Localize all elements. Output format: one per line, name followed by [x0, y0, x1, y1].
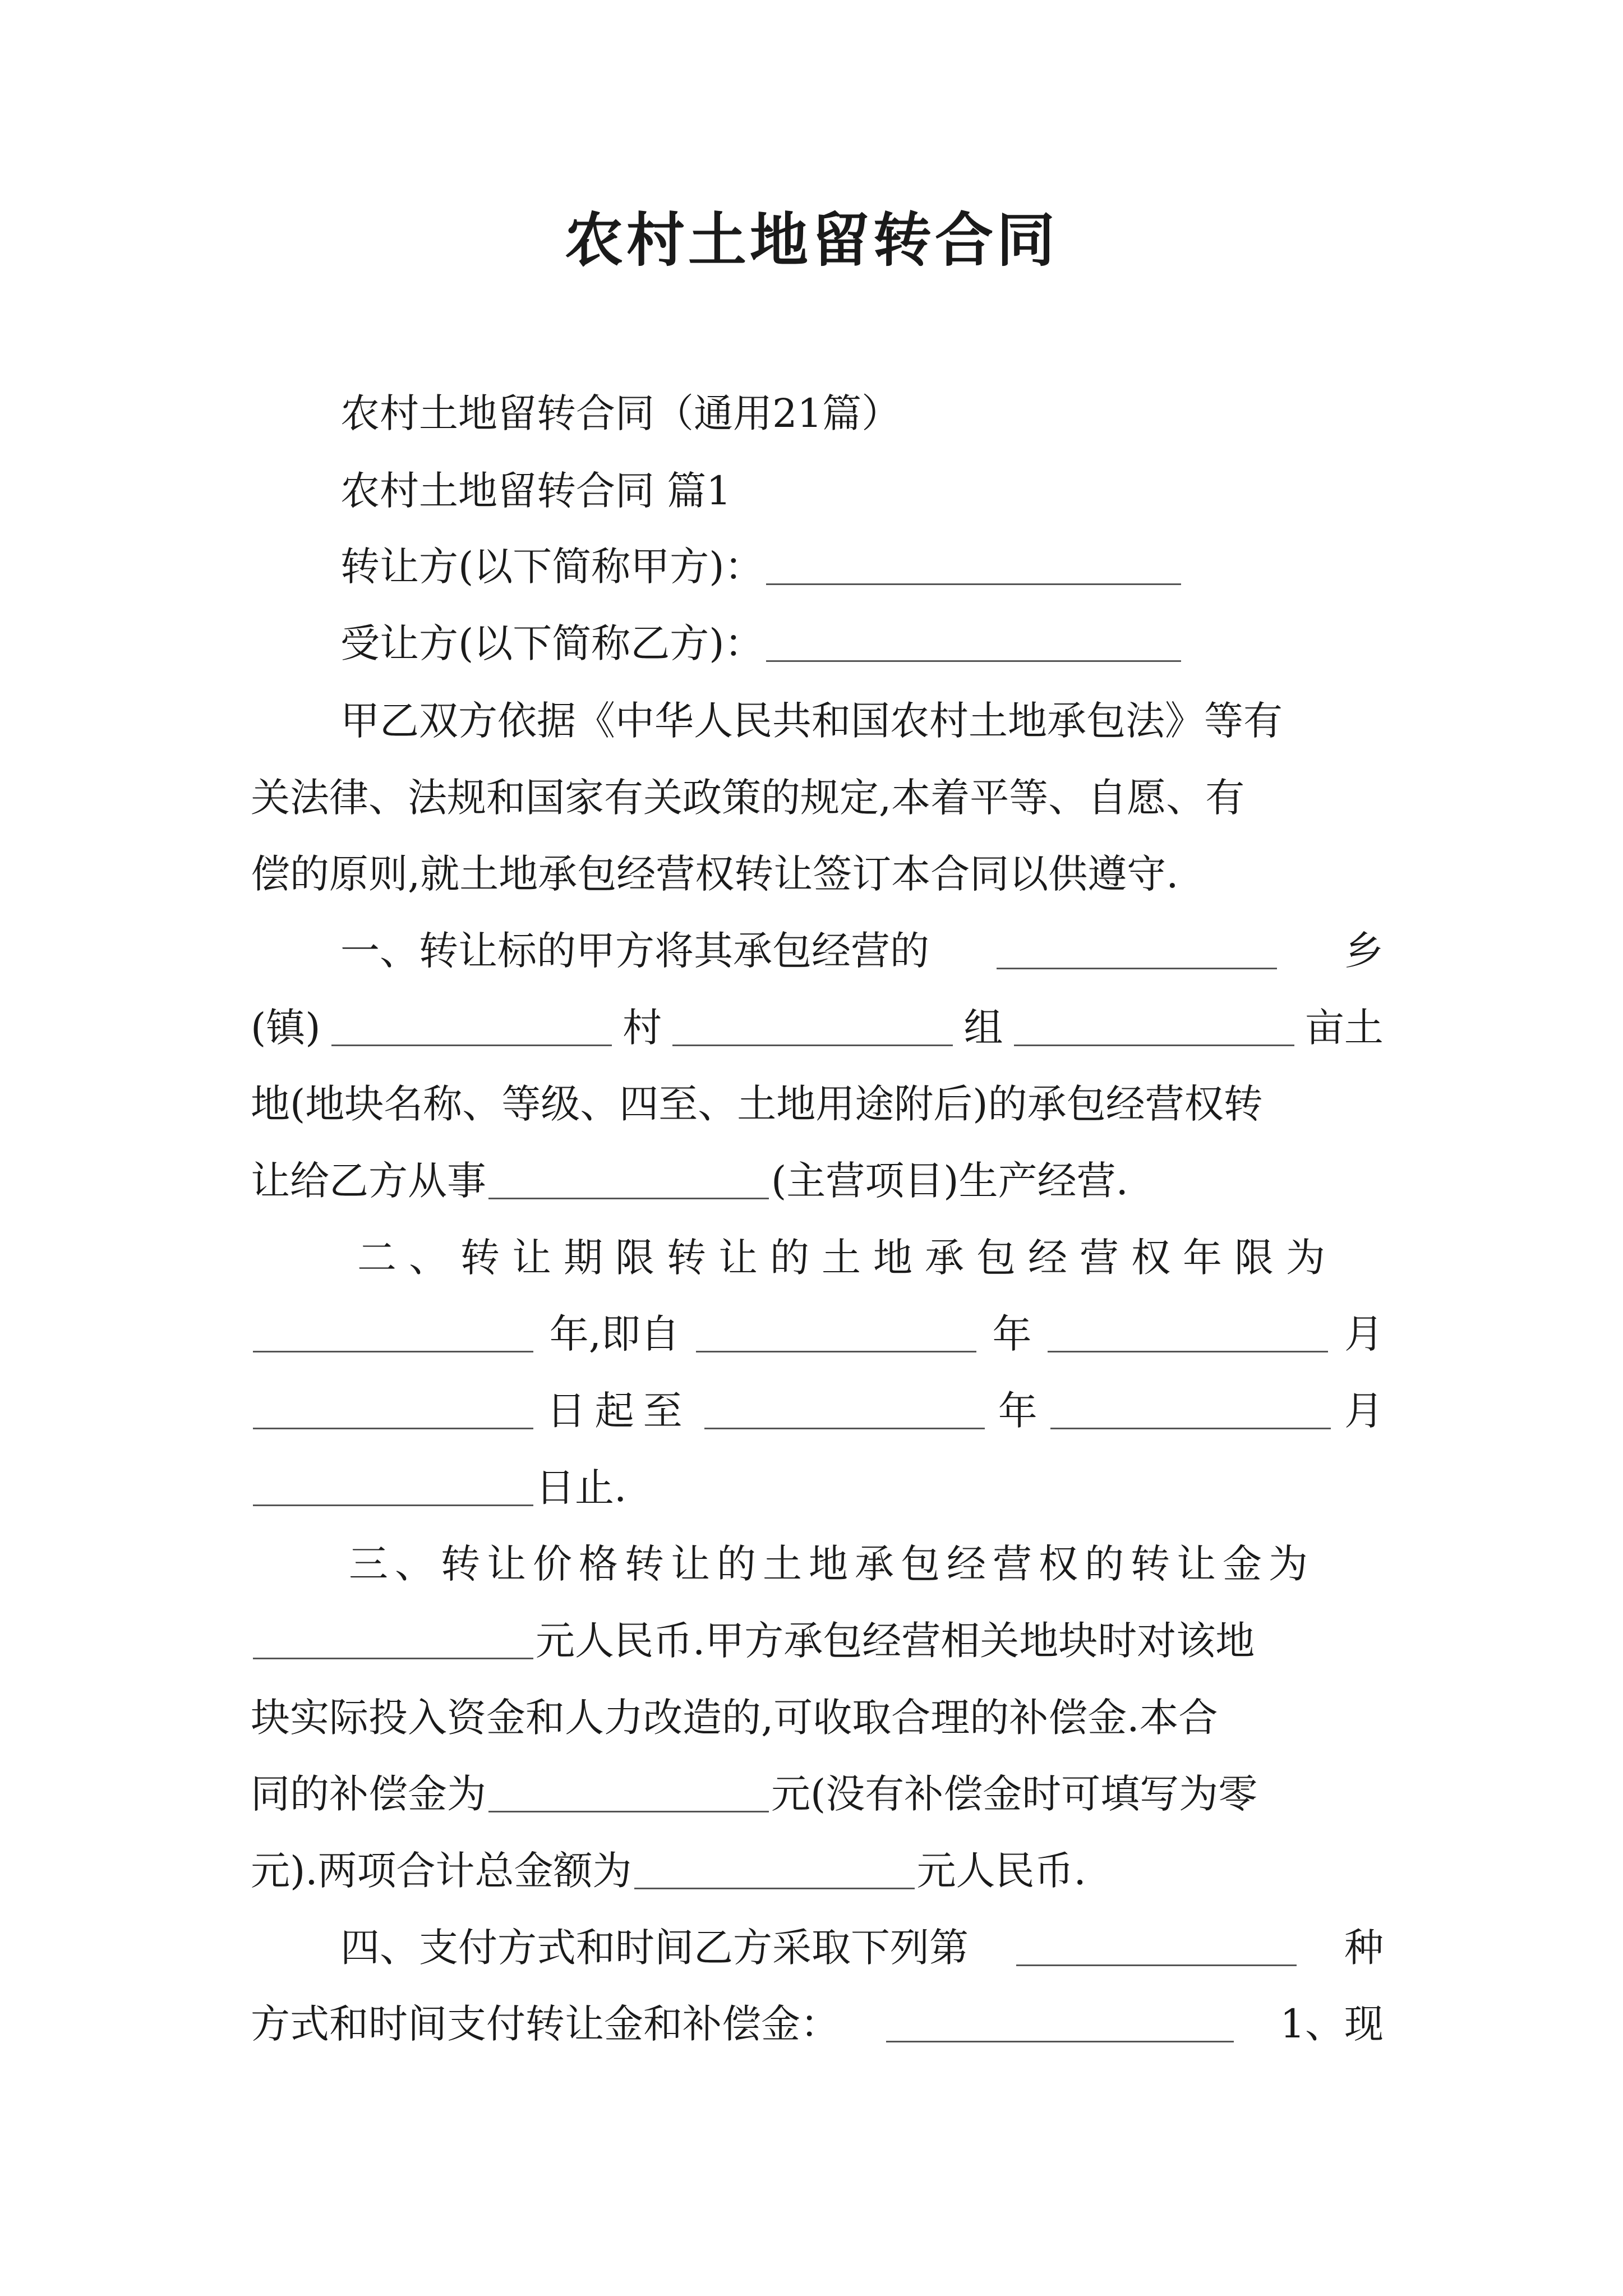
payment-method-blank[interactable]: [886, 2006, 1234, 2042]
paragraph-line: [340, 690, 1384, 752]
village-blank[interactable]: [672, 1010, 953, 1046]
town-blank[interactable]: [331, 1010, 612, 1046]
text-line: 日止.: [536, 1465, 627, 1511]
compensation-blank[interactable]: [488, 1776, 769, 1812]
text-line: 组: [963, 1005, 1003, 1051]
text-line: 农村土地留转合同 篇1: [340, 468, 731, 514]
section-heading: [340, 460, 1384, 522]
total-amount-blank[interactable]: [634, 1853, 915, 1889]
text-line: 乡: [1344, 928, 1384, 974]
text-line: 种: [1344, 1925, 1384, 1971]
transferee-blank[interactable]: [766, 625, 1181, 662]
transferee-line: [340, 613, 1384, 674]
clause-2-line: [251, 1303, 1384, 1365]
text-line: 三、转让价格转让的土地承包经营权的转让金为: [349, 1541, 1315, 1587]
clause-4-line: [251, 1993, 1384, 2055]
text-line: 地(地块名称、等级、四至、土地用途附后)的承包经营权转: [251, 1081, 1263, 1127]
text-line: 1、现: [1280, 2001, 1384, 2047]
clause-2-line: [251, 1380, 1384, 1442]
text-line: 年,即自: [549, 1311, 680, 1357]
start-year-blank[interactable]: [696, 1316, 976, 1352]
clause-2-line: [251, 1457, 1384, 1519]
clause-3-line: [251, 1687, 1384, 1749]
clause-3-line: [251, 1610, 1384, 1672]
clause-4-line: [340, 1917, 1384, 1978]
text-line: 块实际投入资金和人力改造的,可收取合理的补偿金.本合: [251, 1695, 1218, 1741]
years-blank[interactable]: [253, 1316, 533, 1352]
transferor-line: [340, 536, 1384, 597]
end-year-blank[interactable]: [704, 1393, 985, 1429]
field-label: 转让方(以下简称甲方)：: [340, 544, 764, 590]
subtitle-collection: [340, 383, 1384, 444]
field-label: 受让方(以下简称乙方)：: [340, 620, 764, 666]
payment-option-blank[interactable]: [1016, 1930, 1297, 1966]
text-line: 年: [992, 1311, 1032, 1357]
end-month-blank[interactable]: [1050, 1393, 1331, 1429]
text-line: (主营项目)生产经营.: [771, 1158, 1128, 1204]
clause-3-line: [251, 1763, 1384, 1825]
township-blank[interactable]: [997, 933, 1277, 969]
transfer-fee-blank[interactable]: [253, 1623, 533, 1659]
text-line: 日起至: [546, 1388, 691, 1434]
text-line: 农村土地留转合同（通用21篇）: [340, 390, 901, 436]
clause-1-line: [251, 1073, 1384, 1135]
clause-3-line: [349, 1533, 1384, 1595]
text-line: 关法律、法规和国家有关政策的规定,本着平等、自愿、有: [251, 775, 1245, 821]
clause-1-line: [251, 997, 1384, 1059]
paragraph-line: [251, 767, 1384, 829]
document-title: 农村土地留转合同: [564, 205, 1058, 274]
text-line: 亩土: [1304, 1005, 1384, 1051]
project-blank[interactable]: [488, 1163, 769, 1199]
text-line: 甲乙双方依据《中华人民共和国农村土地承包法》等有: [340, 698, 1283, 744]
text-line: 二、转让期限转让的土地承包经营权年限为: [357, 1235, 1338, 1281]
text-line: 元).两项合计总金额为: [251, 1848, 632, 1894]
text-line: 月: [1344, 1388, 1384, 1434]
clause-2-line: [357, 1227, 1384, 1289]
text-line: 元人民币.: [916, 1848, 1086, 1894]
text-line: 村: [623, 1005, 662, 1051]
text-line: 年: [998, 1388, 1038, 1434]
clause-3-line: [251, 1840, 1384, 1902]
text-line: (镇): [251, 1005, 321, 1051]
group-blank[interactable]: [1014, 1010, 1294, 1046]
start-day-blank[interactable]: [253, 1393, 533, 1429]
text-line: 元人民币.甲方承包经营相关地块时对该地: [536, 1618, 1255, 1664]
clause-1-line: [251, 1150, 1384, 1212]
clause-1-line: [340, 920, 1384, 982]
paragraph-line: [251, 843, 1384, 905]
end-day-blank[interactable]: [253, 1470, 533, 1506]
text-line: 元(没有补偿金时可填写为零: [771, 1771, 1258, 1817]
text-line: 同的补偿金为: [251, 1771, 486, 1817]
start-month-blank[interactable]: [1048, 1316, 1328, 1352]
text-line: 一、转让标的甲方将其承包经营的: [340, 928, 929, 974]
text-line: 让给乙方从事: [251, 1158, 486, 1204]
text-line: 偿的原则,就土地承包经营权转让签订本合同以供遵守.: [251, 851, 1179, 897]
text-line: 方式和时间支付转让金和补偿金：: [251, 2001, 840, 2047]
transferor-blank[interactable]: [766, 549, 1181, 585]
text-line: 月: [1344, 1311, 1384, 1357]
text-line: 四、支付方式和时间乙方采取下列第: [340, 1925, 969, 1971]
